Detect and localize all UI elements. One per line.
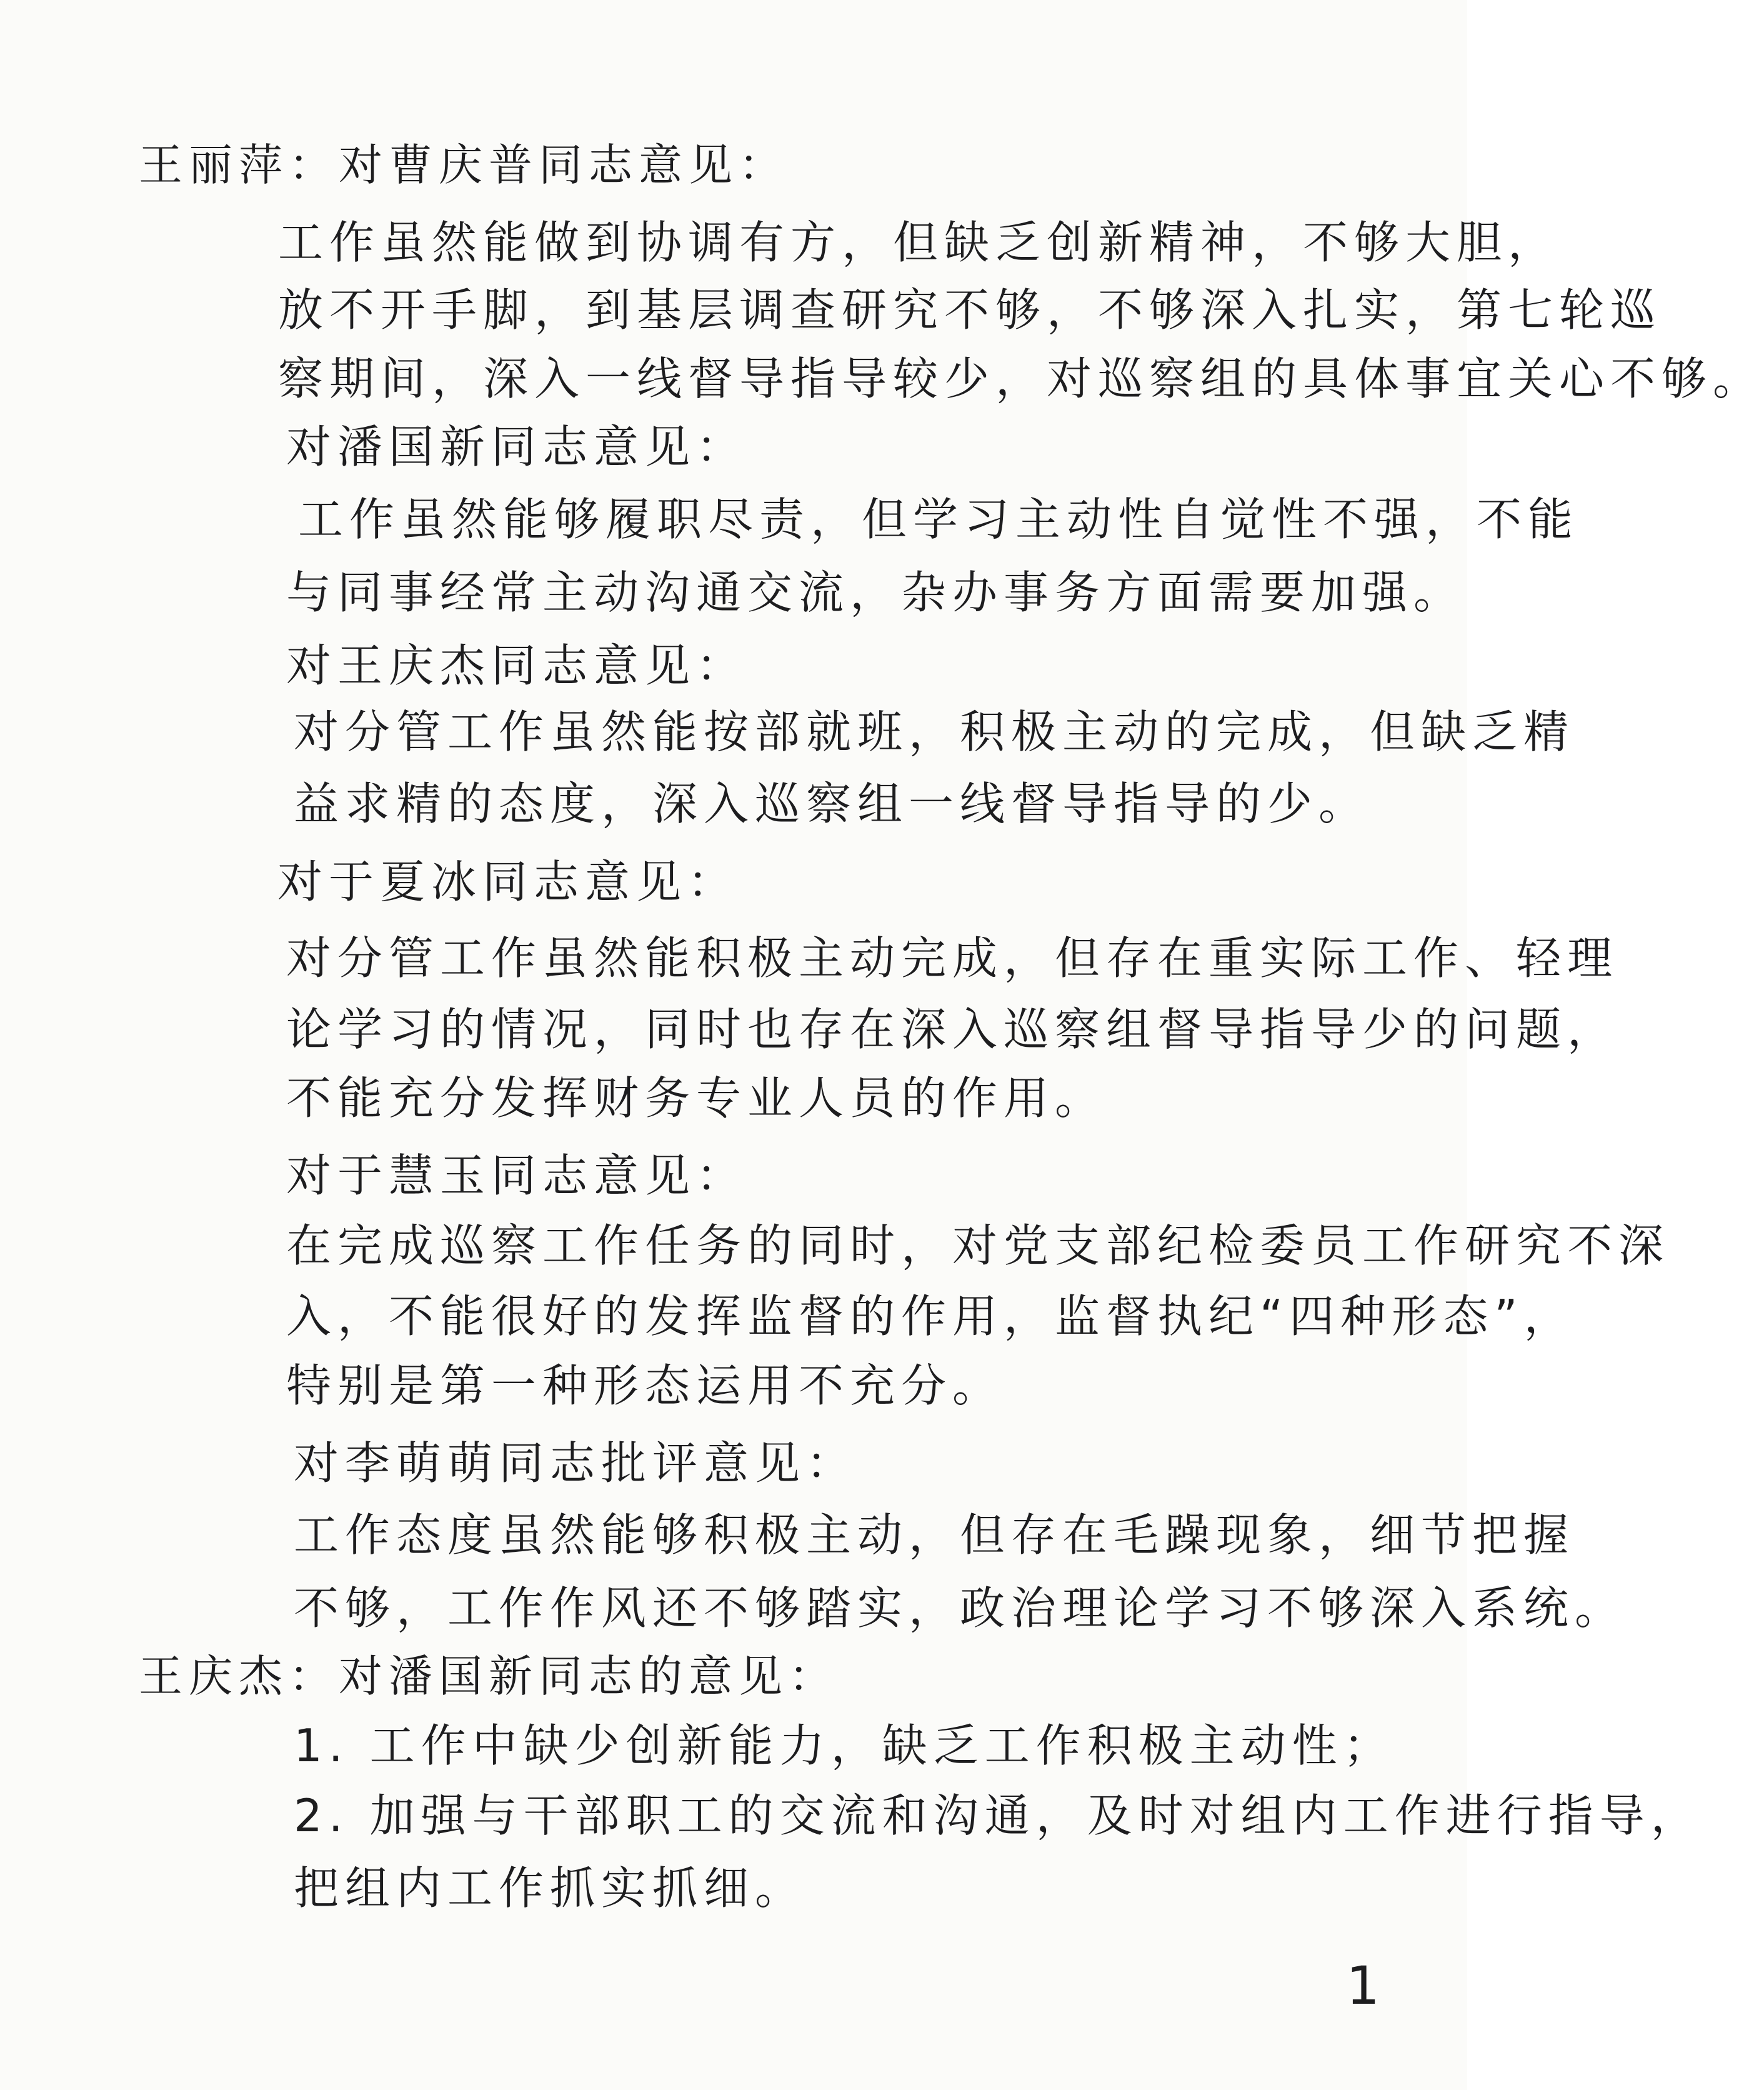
numbered-item: 1. 工作中缺少创新能力，缺乏工作积极主动性； — [294, 1719, 1395, 1772]
body-line: 工作虽然能够履职尽责，但学习主动性自觉性不强，不能 — [298, 493, 1580, 546]
speaker-heading-wang-qingjie: 王庆杰：对潘国新同志的意见： — [139, 1651, 839, 1702]
section-heading: 对李萌萌同志批评意见： — [294, 1437, 858, 1489]
section-heading: 对于夏冰同志意见： — [277, 856, 739, 908]
body-line: 在完成巡察工作任务的同时，对党支部纪检委员工作研究不深 — [286, 1219, 1670, 1272]
body-line: 入，不能很好的发挥监督的作用，监督执纪“四种形态”， — [286, 1290, 1575, 1342]
body-line: 与同事经常主动沟通交流，杂办事务方面需要加强。 — [286, 566, 1465, 619]
speaker-heading-wang-liping: 王丽萍：对曹庆普同志意见： — [139, 139, 789, 191]
numbered-item: 2. 加强与干部职工的交流和沟通，及时对组内工作进行指导， — [294, 1789, 1702, 1842]
body-line: 察期间，深入一线督导指导较少，对巡察组的具体事宜关心不够。 — [278, 352, 1764, 405]
body-line: 工作态度虽然能够积极主动，但存在毛躁现象，细节把握 — [294, 1509, 1575, 1561]
body-line: 工作虽然能做到协调有方，但缺乏创新精神，不够大胆， — [278, 216, 1560, 269]
body-line: 不够，工作作风还不够踏实，政治理论学习不够深入系统。 — [294, 1582, 1627, 1634]
body-line: 不能充分发挥财务专业人员的作用。 — [286, 1072, 1107, 1124]
body-line: 放不开手脚，到基层调查研究不够，不够深入扎实，第七轮巡 — [278, 284, 1662, 336]
section-heading: 对于慧玉同志意见： — [286, 1149, 748, 1202]
page-number: 1 — [1346, 1955, 1380, 2016]
body-line: 益求精的态度，深入巡察组一线督导指导的少。 — [294, 778, 1370, 830]
body-line: 对分管工作虽然能按部就班，积极主动的完成，但缺乏精 — [294, 706, 1575, 758]
body-line: 特别是第一种形态运用不充分。 — [286, 1359, 1004, 1412]
body-line: 把组内工作抓实抓细。 — [294, 1862, 807, 1914]
section-heading: 对潘国新同志意见： — [286, 421, 748, 473]
body-line: 对分管工作虽然能积极主动完成，但存在重实际工作、轻理 — [286, 932, 1619, 984]
section-heading: 对王庆杰同志意见： — [286, 639, 748, 692]
body-line: 论学习的情况，同时也存在深入巡察组督导指导少的问题， — [286, 1003, 1619, 1056]
